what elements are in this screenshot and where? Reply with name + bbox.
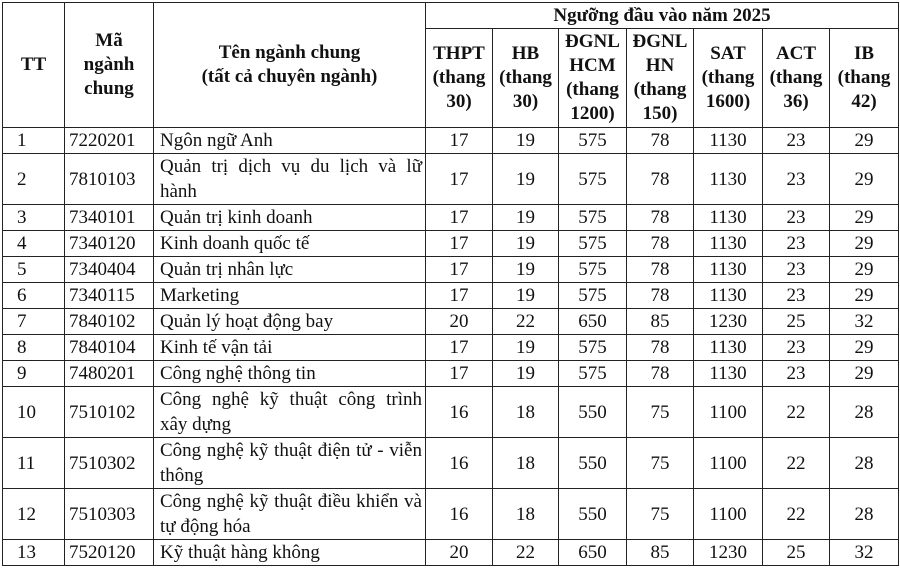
cell-act: 23	[763, 335, 830, 361]
cell-dgnl-hn: 78	[627, 335, 694, 361]
cell-dgnl-hn: 78	[627, 154, 694, 205]
cell-act: 22	[763, 438, 830, 489]
cell-ib: 32	[830, 309, 899, 335]
cell-sat: 1130	[694, 283, 763, 309]
cell-tt: 13	[3, 540, 65, 566]
header-hb: HB (thang 30)	[493, 29, 559, 128]
cell-thpt: 20	[426, 540, 493, 566]
cell-code: 7520120	[65, 540, 154, 566]
cell-tt: 4	[3, 231, 65, 257]
cell-tt: 6	[3, 283, 65, 309]
header-thpt: THPT (thang 30)	[426, 29, 493, 128]
cell-sat: 1100	[694, 387, 763, 438]
cell-ib: 29	[830, 257, 899, 283]
cell-sat: 1100	[694, 438, 763, 489]
cell-hb: 19	[493, 231, 559, 257]
header-ib: IB (thang 42)	[830, 29, 899, 128]
cell-name: Quản trị dịch vụ du lịch và lữ hành	[154, 154, 426, 205]
cell-thpt: 20	[426, 309, 493, 335]
cell-act: 23	[763, 154, 830, 205]
cell-ib: 29	[830, 231, 899, 257]
cell-sat: 1100	[694, 489, 763, 540]
cell-dgnl-hcm: 575	[559, 361, 627, 387]
table-row	[3, 438, 899, 489]
cell-dgnl-hcm: 650	[559, 309, 627, 335]
cell-ib: 28	[830, 438, 899, 489]
cell-thpt: 16	[426, 387, 493, 438]
cell-name: Kinh tế vận tải	[154, 335, 426, 361]
cell-dgnl-hn: 75	[627, 489, 694, 540]
cell-name: Kinh doanh quốc tế	[154, 231, 426, 257]
header-dgnl-hn: ĐGNL HN (thang 150)	[627, 29, 694, 128]
cell-code: 7510102	[65, 387, 154, 438]
cell-tt: 3	[3, 205, 65, 231]
cell-tt: 12	[3, 489, 65, 540]
cell-code: 7340404	[65, 257, 154, 283]
cell-name: Kỹ thuật hàng không	[154, 540, 426, 566]
cell-dgnl-hn: 78	[627, 361, 694, 387]
cell-thpt: 17	[426, 154, 493, 205]
cell-dgnl-hcm: 575	[559, 231, 627, 257]
cell-act: 22	[763, 387, 830, 438]
cell-code: 7480201	[65, 361, 154, 387]
cell-dgnl-hcm: 550	[559, 438, 627, 489]
cell-code: 7340101	[65, 205, 154, 231]
cell-thpt: 16	[426, 489, 493, 540]
table-row	[3, 231, 899, 257]
cell-tt: 2	[3, 154, 65, 205]
cell-name: Quản trị nhân lực	[154, 257, 426, 283]
cell-sat: 1130	[694, 154, 763, 205]
cell-act: 23	[763, 128, 830, 154]
cell-name: Công nghệ kỹ thuật điện tử - viễn thông	[154, 438, 426, 489]
cell-hb: 19	[493, 205, 559, 231]
cell-hb: 19	[493, 128, 559, 154]
cell-code: 7840102	[65, 309, 154, 335]
cell-tt: 7	[3, 309, 65, 335]
table-row	[3, 309, 899, 335]
cell-ib: 29	[830, 283, 899, 309]
cell-dgnl-hcm: 575	[559, 128, 627, 154]
cell-thpt: 17	[426, 231, 493, 257]
table-row	[3, 154, 899, 205]
cell-name: Công nghệ kỹ thuật công trình xây dựng	[154, 387, 426, 438]
cell-tt: 1	[3, 128, 65, 154]
table-row	[3, 257, 899, 283]
cell-hb: 18	[493, 489, 559, 540]
cell-thpt: 17	[426, 257, 493, 283]
cell-hb: 19	[493, 361, 559, 387]
cell-code: 7220201	[65, 128, 154, 154]
table-row	[3, 283, 899, 309]
cell-act: 25	[763, 309, 830, 335]
cell-sat: 1130	[694, 361, 763, 387]
cell-act: 23	[763, 361, 830, 387]
cell-dgnl-hcm: 550	[559, 489, 627, 540]
cell-code: 7810103	[65, 154, 154, 205]
cell-hb: 19	[493, 283, 559, 309]
cell-act: 22	[763, 489, 830, 540]
table-row	[3, 128, 899, 154]
cell-name: Quản trị kinh doanh	[154, 205, 426, 231]
cell-sat: 1130	[694, 205, 763, 231]
table-row	[3, 387, 899, 438]
table-header	[3, 3, 899, 128]
cell-ib: 29	[830, 154, 899, 205]
table-row	[3, 205, 899, 231]
cell-tt: 11	[3, 438, 65, 489]
cell-dgnl-hn: 85	[627, 309, 694, 335]
cell-dgnl-hn: 78	[627, 257, 694, 283]
cell-hb: 19	[493, 154, 559, 205]
cell-thpt: 17	[426, 128, 493, 154]
cell-dgnl-hn: 78	[627, 283, 694, 309]
cell-dgnl-hn: 75	[627, 387, 694, 438]
cell-thpt: 17	[426, 283, 493, 309]
cell-thpt: 17	[426, 361, 493, 387]
cell-code: 7340120	[65, 231, 154, 257]
cell-dgnl-hn: 78	[627, 128, 694, 154]
table-row	[3, 489, 899, 540]
cell-code: 7840104	[65, 335, 154, 361]
header-sat: SAT (thang 1600)	[694, 29, 763, 128]
header-act: ACT (thang 36)	[763, 29, 830, 128]
cell-dgnl-hcm: 575	[559, 205, 627, 231]
cell-tt: 8	[3, 335, 65, 361]
cell-name: Công nghệ kỹ thuật điều khiển và tự động hóa	[154, 489, 426, 540]
cell-ib: 29	[830, 361, 899, 387]
cell-hb: 22	[493, 540, 559, 566]
cell-ib: 29	[830, 205, 899, 231]
cell-hb: 22	[493, 309, 559, 335]
cell-name: Quản lý hoạt động bay	[154, 309, 426, 335]
cell-dgnl-hcm: 575	[559, 335, 627, 361]
cell-tt: 9	[3, 361, 65, 387]
cell-code: 7340115	[65, 283, 154, 309]
cell-act: 23	[763, 257, 830, 283]
cell-sat: 1130	[694, 231, 763, 257]
table-row	[3, 540, 899, 566]
table-row	[3, 335, 899, 361]
cell-dgnl-hcm: 575	[559, 283, 627, 309]
cell-ib: 28	[830, 489, 899, 540]
cell-sat: 1130	[694, 335, 763, 361]
header-threshold-group: Ngưỡng đầu vào năm 2025	[426, 3, 899, 29]
cell-dgnl-hn: 85	[627, 540, 694, 566]
cell-thpt: 16	[426, 438, 493, 489]
cell-act: 23	[763, 205, 830, 231]
cell-ib: 29	[830, 335, 899, 361]
cell-act: 23	[763, 231, 830, 257]
cell-dgnl-hn: 78	[627, 205, 694, 231]
cell-dgnl-hn: 75	[627, 438, 694, 489]
cell-tt: 10	[3, 387, 65, 438]
table-body	[3, 128, 899, 566]
cell-dgnl-hcm: 575	[559, 257, 627, 283]
cell-dgnl-hcm: 575	[559, 154, 627, 205]
cell-thpt: 17	[426, 335, 493, 361]
cell-sat: 1230	[694, 540, 763, 566]
header-code: Mã ngành chung	[65, 3, 154, 128]
cell-dgnl-hcm: 650	[559, 540, 627, 566]
table-row	[3, 361, 899, 387]
cell-tt: 5	[3, 257, 65, 283]
cell-dgnl-hcm: 550	[559, 387, 627, 438]
cell-act: 25	[763, 540, 830, 566]
header-dgnl-hcm: ĐGNL HCM (thang 1200)	[559, 29, 627, 128]
cell-code: 7510303	[65, 489, 154, 540]
cell-sat: 1130	[694, 128, 763, 154]
admission-threshold-table	[2, 2, 899, 566]
cell-act: 23	[763, 283, 830, 309]
cell-sat: 1230	[694, 309, 763, 335]
cell-hb: 18	[493, 387, 559, 438]
cell-ib: 29	[830, 128, 899, 154]
header-tt: TT	[3, 3, 65, 128]
cell-ib: 28	[830, 387, 899, 438]
cell-name: Marketing	[154, 283, 426, 309]
cell-code: 7510302	[65, 438, 154, 489]
cell-dgnl-hn: 78	[627, 231, 694, 257]
cell-hb: 19	[493, 257, 559, 283]
cell-hb: 18	[493, 438, 559, 489]
cell-name: Ngôn ngữ Anh	[154, 128, 426, 154]
cell-hb: 19	[493, 335, 559, 361]
cell-sat: 1130	[694, 257, 763, 283]
cell-thpt: 17	[426, 205, 493, 231]
cell-ib: 32	[830, 540, 899, 566]
header-name: Tên ngành chung (tất cả chuyên ngành)	[154, 3, 426, 128]
cell-name: Công nghệ thông tin	[154, 361, 426, 387]
